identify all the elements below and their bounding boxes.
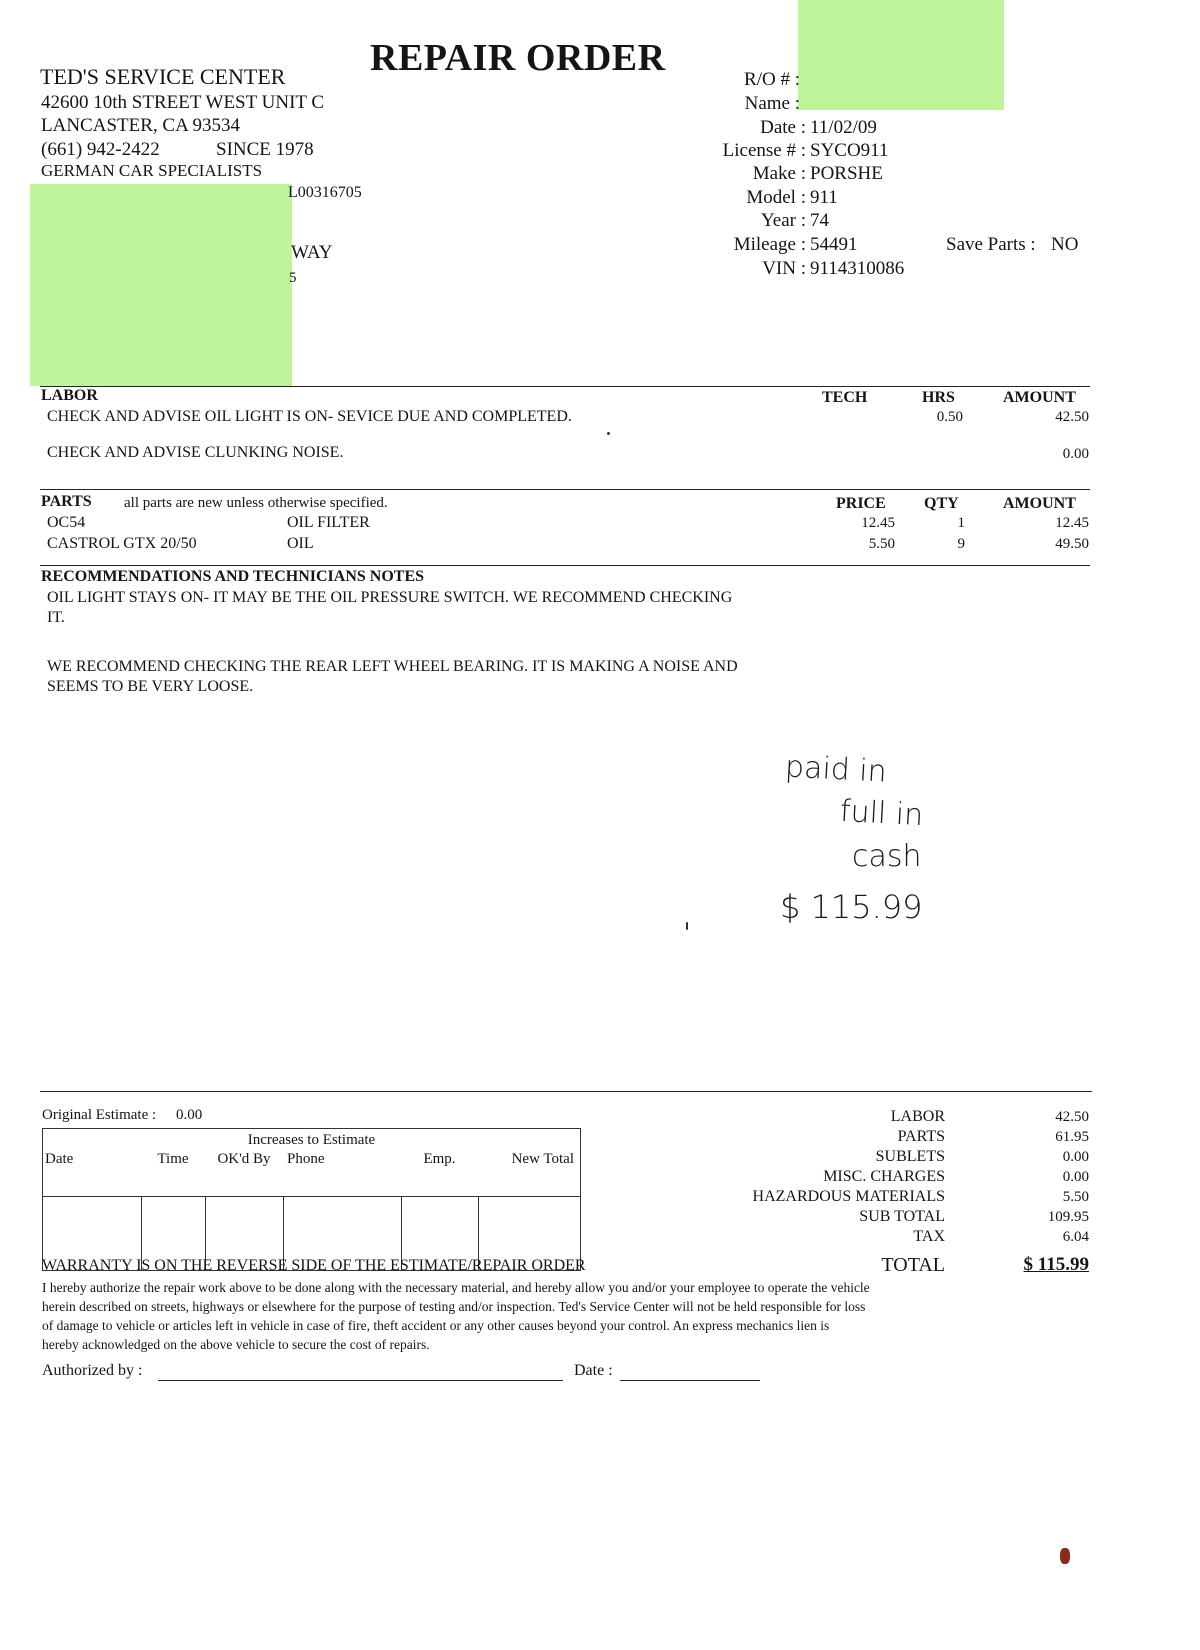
part-amount: 12.45	[1055, 515, 1089, 531]
grand-total-value: $ 115.99	[1023, 1254, 1089, 1275]
save-parts-label: Save Parts :	[946, 234, 1036, 255]
make-label: Make :	[752, 163, 806, 184]
column-header-okd-by: OK'd By	[217, 1150, 271, 1167]
shop-name: TED'S SERVICE CENTER	[40, 64, 286, 89]
year-value: 74	[810, 210, 829, 231]
handwritten-paid-line-3: cash	[852, 839, 922, 874]
part-number: CASTROL GTX 20/50	[47, 535, 197, 552]
warranty-notice: WARRANTY IS ON THE REVERSE SIDE OF THE ESTIMATE/REPAIR ORDER	[42, 1257, 586, 1274]
misc-charges-label: MISC. CHARGES	[823, 1168, 945, 1185]
part-price: 5.50	[868, 536, 895, 552]
part-description: OIL FILTER	[287, 514, 370, 531]
year-label: Year :	[760, 210, 806, 231]
part-amount: 49.50	[1055, 536, 1089, 552]
original-estimate-value: 0.00	[176, 1107, 203, 1123]
parts-total-label: PARTS	[897, 1128, 945, 1145]
recommendations-heading: RECOMMENDATIONS AND TECHNICIANS NOTES	[41, 568, 425, 585]
shop-city: LANCASTER, CA 93534	[41, 115, 240, 136]
tax-label: TAX	[913, 1228, 945, 1245]
customer-id-fragment: L00316705	[288, 184, 362, 201]
labor-heading: LABOR	[41, 387, 98, 404]
subtotal-value: 109.95	[1047, 1209, 1089, 1225]
increases-to-estimate-table	[42, 1128, 581, 1271]
grand-total-label: TOTAL	[881, 1254, 945, 1276]
shop-phone: (661) 942-2422	[41, 139, 160, 160]
speck	[607, 432, 610, 435]
parts-qty-header: QTY	[924, 495, 959, 512]
labor-item-desc: CHECK AND ADVISE CLUNKING NOISE.	[47, 444, 344, 461]
ro-number-label: R/O # :	[744, 69, 800, 90]
vin-value: 9114310086	[810, 258, 905, 279]
recommendation-note-1-line-2: IT.	[47, 609, 65, 626]
authorized-by-label: Authorized by :	[42, 1362, 143, 1379]
save-parts-value: NO	[1051, 234, 1079, 255]
tax-value: 6.04	[1062, 1229, 1089, 1245]
license-label: License # :	[722, 140, 806, 161]
authorization-text-line-1: I hereby authorize the repair work above to be done along with the necessary material, and hereby allow you and/or your employee to operate the vehicle	[42, 1280, 870, 1295]
labor-total-value: 42.50	[1055, 1109, 1089, 1125]
column-header-date: Date	[43, 1151, 142, 1169]
part-number: OC54	[47, 514, 86, 531]
page-title: REPAIR ORDER	[370, 37, 666, 79]
parts-total-value: 61.95	[1055, 1129, 1089, 1145]
labor-total-label: LABOR	[890, 1108, 945, 1125]
recommendation-note-1-line-1: OIL LIGHT STAYS ON- IT MAY BE THE OIL PRESSURE SWITCH. WE RECOMMEND CHECKING	[47, 589, 733, 606]
handwritten-paid-line-2: full in	[839, 793, 924, 834]
column-header-emp: Emp.	[423, 1150, 456, 1167]
recommendations-top-rule	[40, 565, 1090, 566]
parts-price-header: PRICE	[836, 495, 886, 512]
hazardous-materials-label: HAZARDOUS MATERIALS	[752, 1188, 945, 1205]
labor-item-desc: CHECK AND ADVISE OIL LIGHT IS ON- SEVICE DUE AND COMPLETED.	[47, 408, 572, 425]
make-value: PORSHE	[810, 163, 883, 184]
column-header-time: Time	[157, 1150, 189, 1167]
labor-top-rule	[40, 386, 1090, 387]
shop-specialty: GERMAN CAR SPECIALISTS	[41, 161, 263, 180]
recommendation-note-2-line-2: SEEMS TO BE VERY LOOSE.	[47, 678, 254, 695]
authorization-text-line-4: hereby acknowledged on the above vehicle to secure the cost of repairs.	[42, 1337, 430, 1352]
vin-label: VIN :	[762, 258, 806, 279]
date-value: 11/02/09	[810, 117, 877, 138]
parts-heading: PARTS	[41, 493, 92, 510]
parts-amount-header: AMOUNT	[1003, 495, 1076, 512]
sublets-label: SUBLETS	[875, 1148, 945, 1165]
shop-since: SINCE 1978	[216, 139, 314, 160]
model-value: 911	[810, 187, 838, 208]
hazardous-materials-value: 5.50	[1062, 1189, 1089, 1205]
customer-address-fragment: WAY	[291, 242, 333, 263]
labor-tech-header: TECH	[822, 389, 868, 406]
part-qty: 1	[957, 515, 965, 531]
labor-amount-header: AMOUNT	[1003, 389, 1076, 406]
authorization-date-label: Date :	[574, 1362, 613, 1379]
column-header-new-total: New Total	[478, 1151, 581, 1169]
column-header-phone: Phone	[287, 1150, 325, 1167]
subtotal-label: SUB TOTAL	[859, 1208, 945, 1225]
customer-name-label: Name :	[744, 93, 800, 114]
part-price: 12.45	[861, 515, 895, 531]
mileage-value: 54491	[810, 234, 858, 255]
speck	[686, 922, 688, 930]
misc-charges-value: 0.00	[1062, 1169, 1089, 1185]
date-label: Date :	[760, 117, 806, 138]
authorization-text-line-3: of damage to vehicle or articles left in vehicle in case of fire, theft accident or any other causes beyond your control. An express mechanics lien is	[42, 1318, 830, 1333]
labor-item-amount: 0.00	[1062, 446, 1089, 462]
mileage-label: Mileage :	[733, 234, 806, 255]
part-description: OIL	[287, 535, 314, 552]
totals-top-rule	[40, 1091, 1092, 1092]
authorization-text-line-2: herein described on streets, highways or elsewhere for the purpose of testing and/or inspection. Ted's Service Center will not be held responsible for loss	[42, 1299, 866, 1314]
redaction-patch-top-right	[798, 0, 1004, 110]
model-label: Model :	[746, 187, 806, 208]
handwritten-paid-line-1: paid in	[784, 749, 888, 790]
part-qty: 9	[957, 536, 965, 552]
labor-hrs-header: HRS	[922, 389, 955, 406]
recommendation-note-2-line-1: WE RECOMMEND CHECKING THE REAR LEFT WHEEL BEARING. IT IS MAKING A NOISE AND	[47, 658, 738, 675]
labor-item-amount: 42.50	[1055, 409, 1089, 425]
customer-fragment-5: 5	[289, 270, 297, 286]
parts-top-rule	[40, 489, 1090, 490]
license-value: SYCO911	[810, 140, 889, 161]
authorization-date-line[interactable]	[620, 1380, 760, 1381]
authorized-by-signature-line[interactable]	[158, 1380, 563, 1381]
speck	[1060, 1548, 1070, 1564]
sublets-value: 0.00	[1062, 1149, 1089, 1165]
labor-item-hrs: 0.50	[936, 409, 963, 425]
original-estimate-label: Original Estimate :	[42, 1107, 157, 1123]
increases-title: Increases to Estimate	[43, 1129, 581, 1179]
shop-address: 42600 10th STREET WEST UNIT C	[41, 92, 325, 113]
handwritten-amount: $ 115.99	[780, 888, 923, 926]
parts-note: all parts are new unless otherwise specified.	[124, 495, 388, 511]
redaction-patch-customer	[30, 184, 292, 386]
